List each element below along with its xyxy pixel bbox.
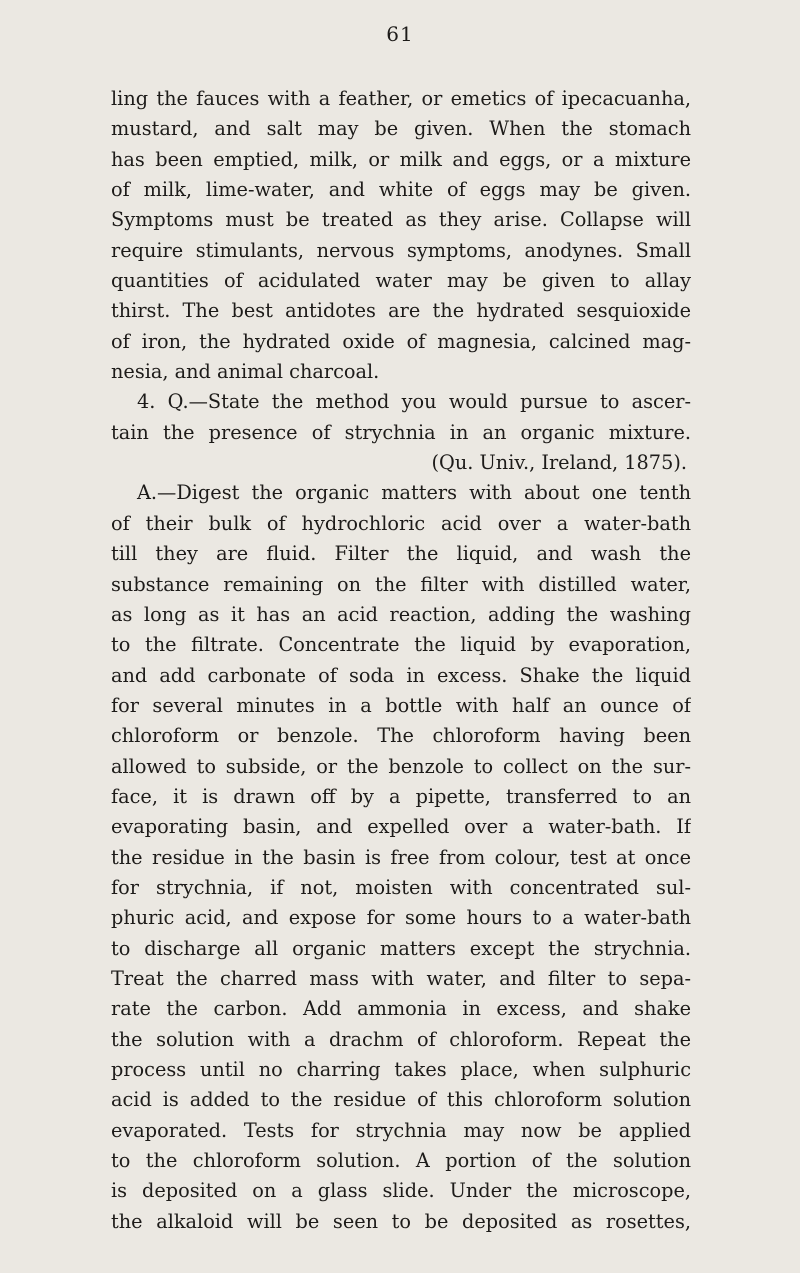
text-line: tain the presence of strychnia in an organic mixture. bbox=[111, 420, 691, 444]
text-line: of iron, the hydrated oxide of magnesia, calcined mag- bbox=[111, 329, 691, 353]
text-line: of their bulk of hydrochloric acid over a water-bath bbox=[111, 511, 691, 535]
text-line: the residue in the basin is free from colour, test at once bbox=[111, 845, 691, 869]
text-line: till they are fluid. Filter the liquid, and wash the bbox=[111, 542, 691, 566]
text-line: face, it is drawn off by a pipette, transferred to an bbox=[111, 784, 691, 808]
text-line: has been emptied, milk, or milk and eggs, or a mixture bbox=[111, 147, 691, 171]
text-line: and add carbonate of soda in excess. Shake the liquid bbox=[111, 663, 691, 687]
text-line: acid is added to the residue of this chloroform solution bbox=[111, 1088, 691, 1112]
text-line: the alkaloid will be seen to be deposited as rosettes, bbox=[111, 1209, 691, 1233]
text-line: quantities of acidulated water may be given to allay bbox=[111, 269, 691, 293]
text-line: Symptoms must be treated as they arise. Collapse will bbox=[111, 208, 691, 232]
text-line: process until no charring takes place, when sulphuric bbox=[111, 1058, 691, 1081]
text-line: to the chloroform solution. A portion of the solution bbox=[111, 1149, 691, 1173]
text-line: substance remaining on the filter with distilled water, bbox=[111, 572, 691, 596]
text-line: Treat the charred mass with water, and filter to sepa- bbox=[111, 966, 691, 990]
text-line: to discharge all organic matters except the strychnia. bbox=[111, 936, 691, 960]
text-line: 4. Q.—State the method you would pursue to ascer- bbox=[137, 390, 691, 414]
text-line: (Qu. Univ., Ireland, 1875). bbox=[431, 451, 687, 475]
text-line: thirst. The best antidotes are the hydrated sesquioxide bbox=[111, 299, 691, 323]
text-line: ling the fauces with a feather, or emetics of ipecacuanha, bbox=[111, 87, 691, 110]
text-line: for strychnia, if not, moisten with concentrated sul- bbox=[111, 875, 691, 899]
text-line: evaporated. Tests for strychnia may now be applied bbox=[111, 1118, 691, 1142]
text-line: chloroform or benzole. The chloroform having been bbox=[111, 724, 691, 748]
text-line: of milk, lime-water, and white of eggs may be given. bbox=[111, 178, 691, 202]
text-line: phuric acid, and expose for some hours to a water-bath bbox=[111, 906, 691, 930]
text-line: allowed to subside, or the benzole to collect on the sur- bbox=[111, 754, 691, 778]
text-line: as long as it has an acid reaction, adding the washing bbox=[111, 602, 691, 626]
body-text bbox=[111, 84, 691, 1237]
text-line: require stimulants, nervous symptoms, anodynes. Small bbox=[111, 238, 691, 262]
text-line: evaporating basin, and expelled over a water-bath. If bbox=[111, 815, 691, 839]
text-line: to the filtrate. Concentrate the liquid by evaporation, bbox=[111, 633, 691, 657]
text-line: for several minutes in a bottle with half an ounce of bbox=[111, 693, 691, 717]
text-line: the solution with a drachm of chloroform. Repeat the bbox=[111, 1027, 691, 1051]
text-line: mustard, and salt may be given. When the stomach bbox=[111, 117, 691, 141]
text-line: nesia, and animal charcoal. bbox=[111, 360, 380, 384]
text-line: A.—Digest the organic matters with about one tenth bbox=[137, 481, 691, 505]
text-line: rate the carbon. Add ammonia in excess, and shake bbox=[111, 997, 691, 1021]
text-line: is deposited on a glass slide. Under the microscope, bbox=[111, 1179, 691, 1203]
page-number: 61 bbox=[386, 22, 414, 46]
